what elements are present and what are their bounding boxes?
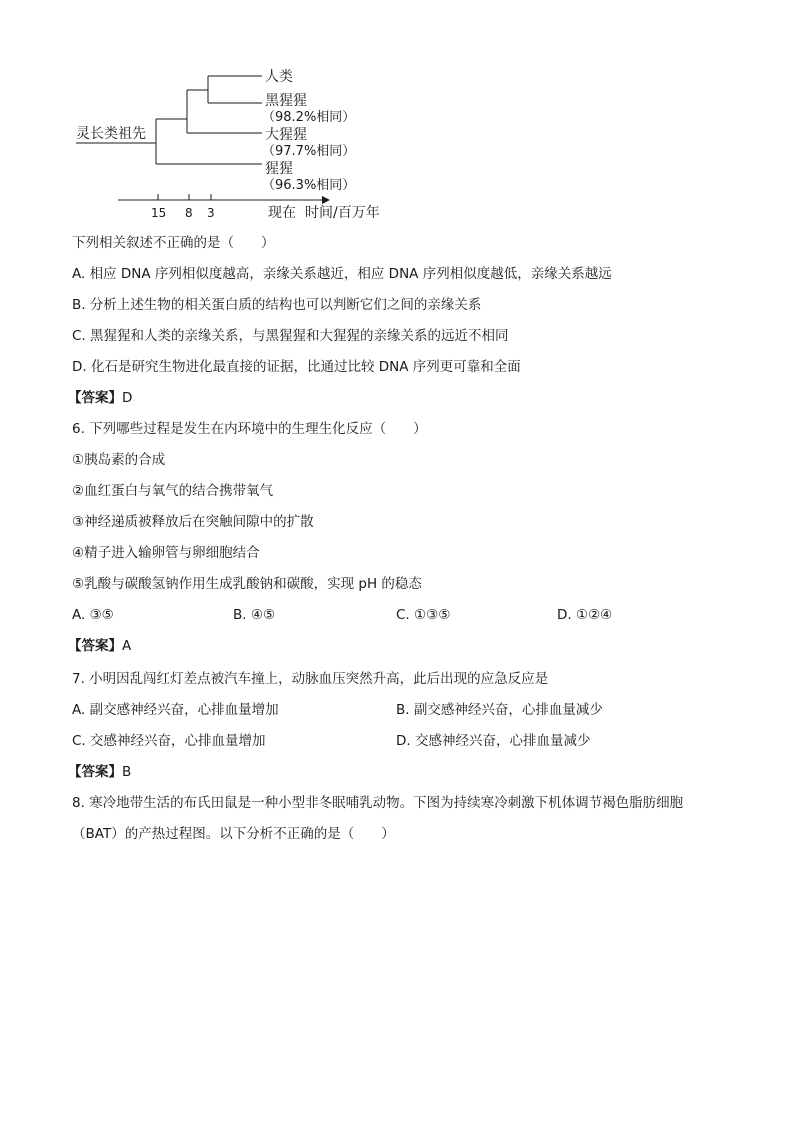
q7-option-a: A. 副交感神经兴奋，心排血量增加 xyxy=(72,702,279,718)
tick-label-15: 15 xyxy=(151,206,167,220)
q6-item-1: ①胰岛素的合成 xyxy=(72,452,166,468)
ancestor-label: 灵长类祖先 xyxy=(76,126,146,142)
axis-arrow-icon xyxy=(322,196,330,204)
q6-answer-tag: 【答案】 xyxy=(68,638,122,654)
q7-answer-value: B xyxy=(122,764,132,780)
q7-option-c: C. 交感神经兴奋，心排血量增加 xyxy=(72,733,266,749)
q5-stem: 下列相关叙述不正确的是（ ） xyxy=(72,235,275,251)
q6-stem: 6. 下列哪些过程是发生在内环境中的生理生化反应（ ） xyxy=(72,421,427,437)
species-gorilla-label: 大猩猩 xyxy=(265,127,307,143)
q7-answer xyxy=(68,762,131,782)
q5-answer-tag: 【答案】 xyxy=(68,390,122,406)
species-orangutan-similarity: （96.3%相同） xyxy=(262,178,356,193)
tick-label-3: 3 xyxy=(207,206,215,220)
species-chimp-label: 黑猩猩 xyxy=(265,93,307,109)
q5-answer xyxy=(68,388,132,408)
q6-option-b: B. ④⑤ xyxy=(233,607,276,623)
q7-answer-tag: 【答案】 xyxy=(68,764,122,780)
q7-option-b: B. 副交感神经兴奋，心排血量减少 xyxy=(396,702,603,718)
q5-answer-value: D xyxy=(122,390,133,406)
q5-option-c: C. 黑猩猩和人类的亲缘关系，与黑猩猩和大猩猩的亲缘关系的远近不相同 xyxy=(72,328,509,344)
species-human-label: 人类 xyxy=(265,69,293,85)
phylogenetic-tree-diagram xyxy=(0,0,794,230)
q6-item-3: ③神经递质被释放后在突触间隙中的扩散 xyxy=(72,514,314,530)
species-gorilla-similarity: （97.7%相同） xyxy=(262,144,356,159)
q5-option-b: B. 分析上述生物的相关蛋白质的结构也可以判断它们之间的亲缘关系 xyxy=(72,297,482,313)
q6-option-d: D. ①②④ xyxy=(557,607,613,623)
q6-option-a: A. ③⑤ xyxy=(72,607,114,623)
q7-stem: 7. 小明因乱闯红灯差点被汽车撞上，动脉血压突然升高，此后出现的应急反应是 xyxy=(72,671,549,687)
q5-option-d: D. 化石是研究生物进化最直接的证据，比通过比较 DNA 序列更可靠和全面 xyxy=(72,359,521,375)
axis-now-label: 现在 xyxy=(268,205,296,221)
q5-option-a: A. 相应 DNA 序列相似度越高，亲缘关系越近，相应 DNA 序列相似度越低，亲缘关系越远 xyxy=(72,266,612,282)
species-chimp-similarity: （98.2%相同） xyxy=(262,110,356,125)
q6-item-2: ②血红蛋白与氧气的结合携带氧气 xyxy=(72,483,274,499)
q6-option-c: C. ①③⑤ xyxy=(396,607,451,623)
q8-stem-line-2: （BAT）的产热过程图。以下分析不正确的是（ ） xyxy=(72,826,395,842)
species-orangutan-label: 猩猩 xyxy=(265,161,293,177)
axis-time-label: 时间/百万年 xyxy=(305,205,380,221)
q6-item-4: ④精子进入输卵管与卵细胞结合 xyxy=(72,545,260,561)
tick-label-8: 8 xyxy=(185,206,193,220)
q6-answer xyxy=(68,636,131,656)
q7-option-d: D. 交感神经兴奋，心排血量减少 xyxy=(396,733,591,749)
q6-answer-value: A xyxy=(122,638,132,654)
q6-item-5: ⑤乳酸与碳酸氢钠作用生成乳酸钠和碳酸，实现 pH 的稳态 xyxy=(72,576,422,592)
q8-stem-line-1: 8. 寒冷地带生活的布氏田鼠是一种小型非冬眠哺乳动物。下图为持续寒冷刺激下机体调节褐色脂肪细胞 xyxy=(72,795,684,811)
